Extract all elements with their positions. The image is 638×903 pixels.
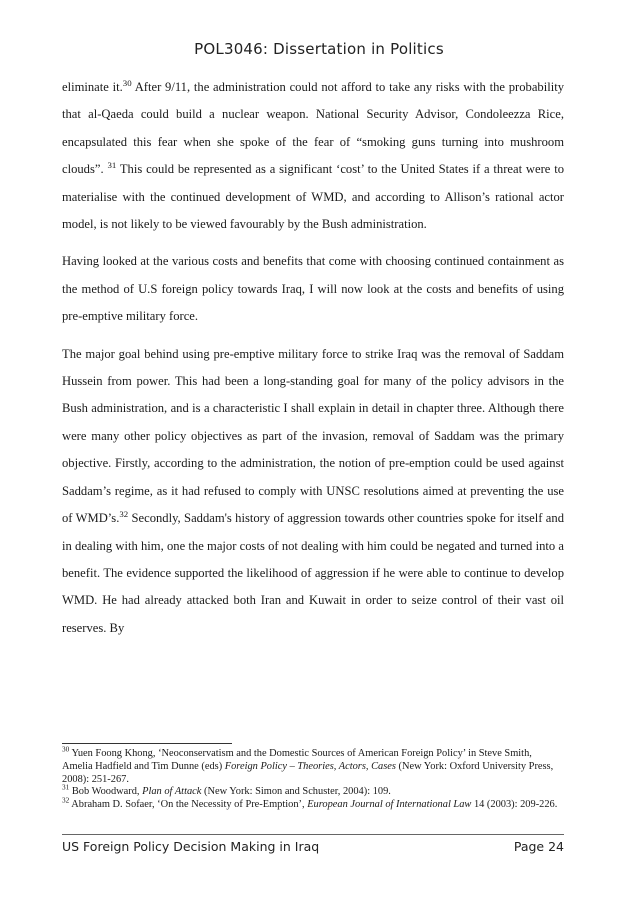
page-number: Page 24 [513, 839, 564, 854]
text-run: Secondly, Saddam's history of aggression towards other countries spoke for itself and in dealing with him, one the major costs of not dealing with him could be negated and turned into a benefit. The evidence supported the likelihood of aggression if he were able to continue to develop WMD. He had already attacked both Iran and Kuwait in order to seize control of their vast oil reserves. By [62, 511, 564, 635]
paragraph [62, 248, 564, 330]
footer-title: US Foreign Policy Decision Making in Iraq [62, 839, 320, 854]
text-run: (New York: Oxford University Press, 2008): 251-267. [62, 760, 554, 785]
footnote [62, 745, 564, 786]
footnote-separator [62, 743, 232, 744]
text-run: The major goal behind using pre-emptive military force to strike Iraq was the removal of Saddam Hussein from power. This had been a long-standing goal for many of the policy advisors in the Bush administration, and is a characteristic I shall explain in detail in chapter three. Although there were many other policy objectives as part of the invasion, removal of Saddam was the primary objective. Firstly, according to the administration, the notion of pre-emption could be used against Saddam’s regime, as it had refused to comply with UNSC resolutions aimed at preventing the use of WMD’s. [62, 346, 564, 526]
text-run: (New York: Simon and Schuster, 2004): 109. [201, 786, 391, 798]
footnote-ref: 31 [107, 160, 117, 171]
running-footer [62, 839, 564, 854]
italic-title: Plan of Attack [142, 786, 202, 798]
footnote-ref: 30 [122, 77, 132, 88]
text-run: Yuen Foong Khong, ‘Neoconservatism and the Domestic Sources of American Foreign Policy’ in Steve Smith, Amelia Hadfield and Tim Dunne (eds) [62, 748, 532, 772]
footnotes [62, 745, 564, 812]
footnote [62, 796, 564, 812]
text-run: After 9/11, the administration could not afford to take any risks with the probability that al-Qaeda could build a nuclear weapon. National Security Advisor, Condoleezza Rice, encapsulated this fear when she spoke of the fear of “smoking guns turning into mushroom clouds”. [62, 80, 565, 177]
footnote-ref: 31 [62, 783, 70, 792]
footnote [62, 783, 564, 799]
footnote-ref: 32 [62, 796, 70, 805]
paragraph [62, 341, 564, 642]
footer-rule [62, 834, 564, 835]
text-run: eliminate it. [62, 80, 123, 94]
running-header-title: POL3046: Dissertation in Politics [194, 40, 444, 58]
footnote-ref: 32 [119, 508, 129, 519]
text-run: This could be represented as a significant ‘cost’ to the United States if a threat were to materialise with the continued development of WMD, and according to Allison’s rational actor model, is not likely to be viewed favourably by the Bush administration. [62, 162, 564, 232]
body-text [62, 74, 564, 652]
running-header [0, 40, 638, 58]
text-run: 14 (2003): 209-226. [471, 799, 558, 811]
text-run: Abraham D. Sofaer, ‘On the Necessity of Pre-Emption’, [69, 799, 308, 811]
footnote-ref: 30 [62, 745, 70, 754]
text-run: Having looked at the various costs and benefits that come with choosing continued containment as the method of U.S foreign policy towards Iraq, I will now look at the costs and benefits of using pre-emptive military force. [62, 254, 564, 324]
text-run: Bob Woodward, [69, 786, 143, 798]
paragraph [62, 74, 564, 238]
italic-title: Foreign Policy – Theories, Actors, Cases [224, 760, 396, 772]
italic-title: European Journal of International Law [307, 799, 472, 811]
